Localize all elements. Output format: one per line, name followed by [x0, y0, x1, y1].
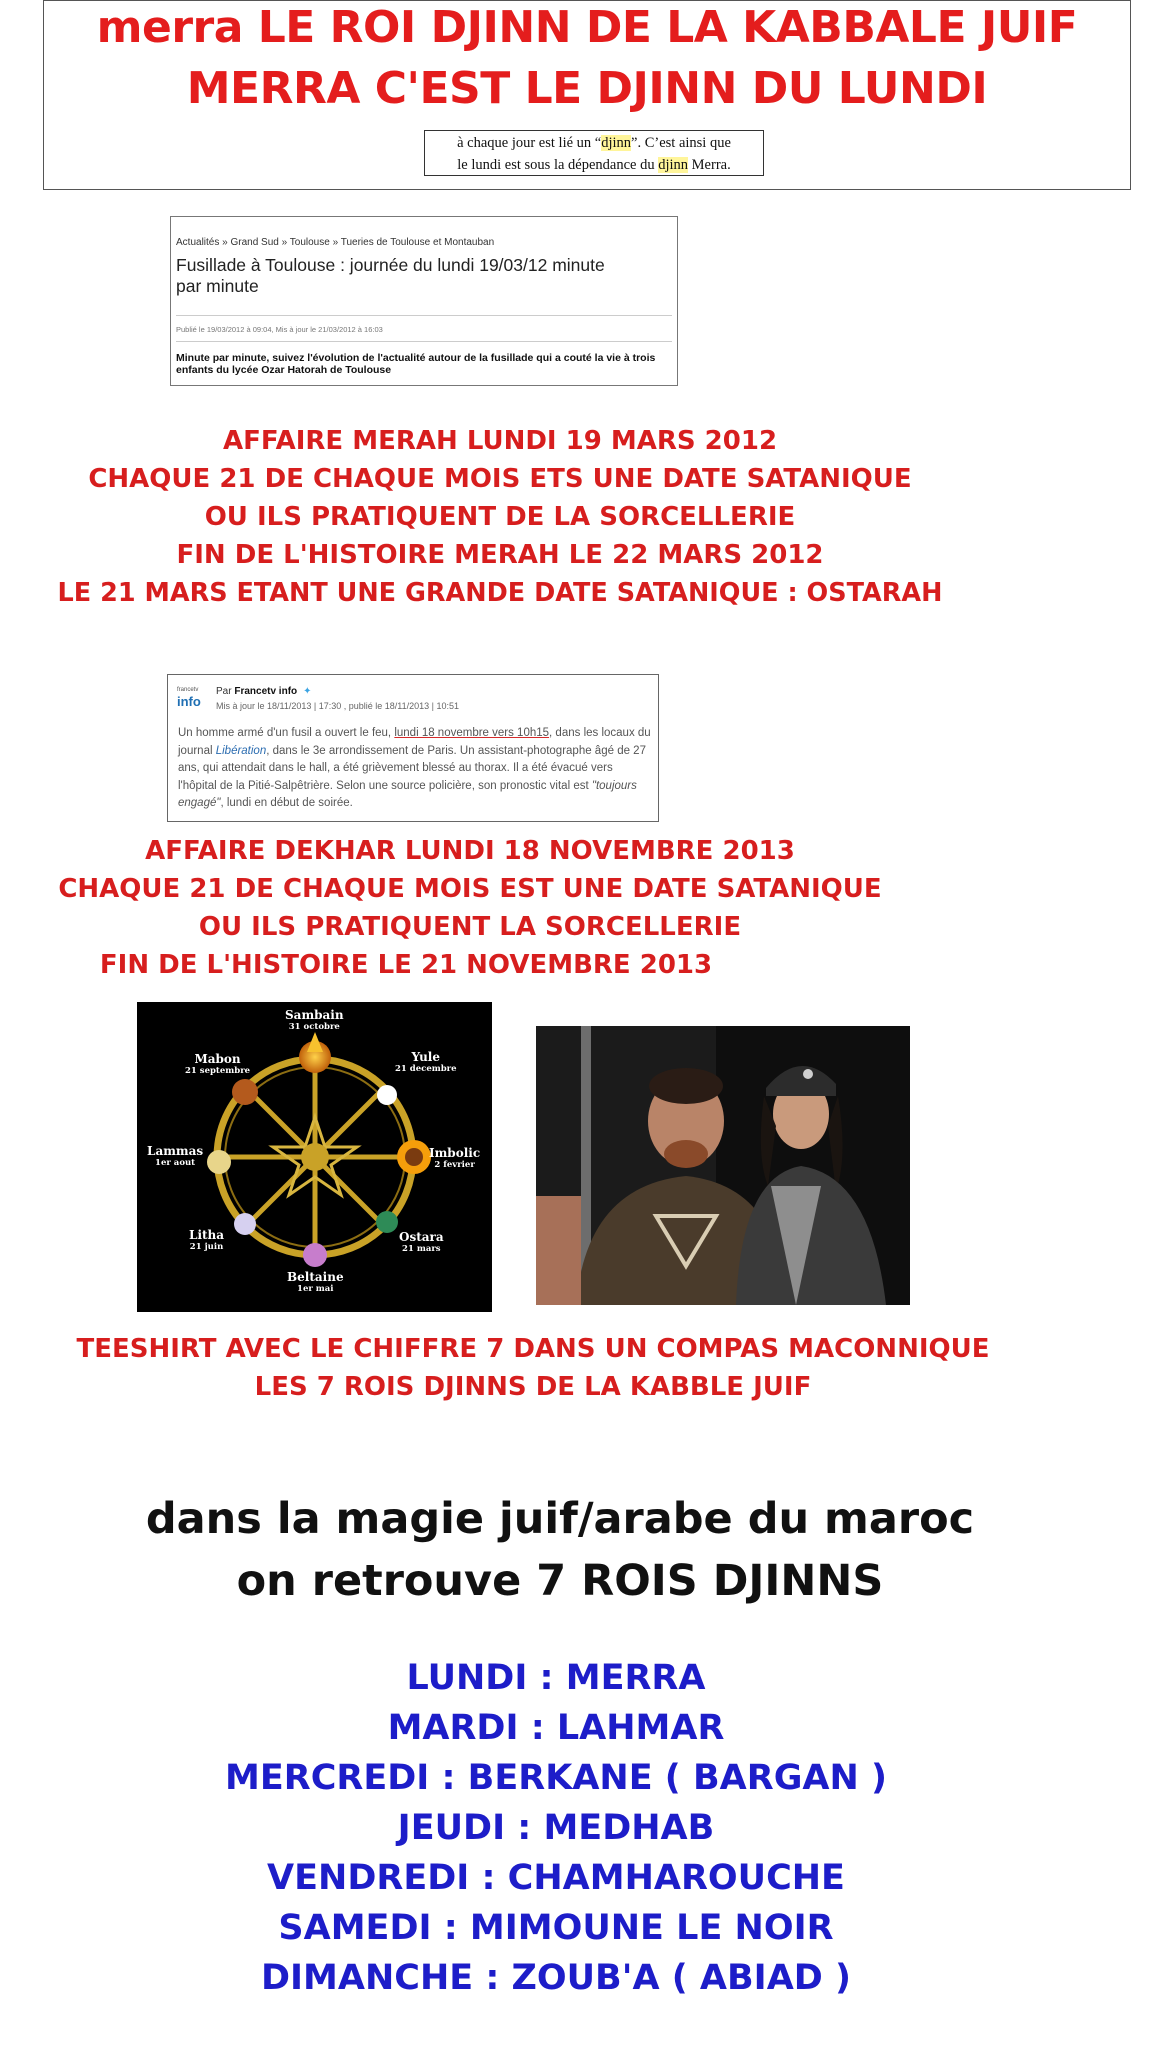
king-friday: VENDREDI : CHAMHAROUCHE: [267, 1858, 845, 1898]
merah-line-3: OU ILS PRATIQUENT DE LA SORCELLERIE: [204, 502, 796, 532]
article-lead: Minute par minute, suivez l'évolution de l'actualité autour de la fusillade qui a couté la vie à trois enfants du lycée Ozar Hatorah de Toulouse: [176, 352, 656, 376]
wheel-label-mabon: Mabon 21 septembre: [185, 1052, 251, 1076]
dekhar-line-4: FIN DE L'HISTOIRE LE 21 NOVEMBRE 2013: [99, 950, 713, 980]
journal-name: Libération: [215, 744, 267, 757]
wheel-label-ostara: Ostara 21 mars: [399, 1230, 444, 1254]
photo-graphic: [536, 1026, 910, 1305]
dekhar-line-1: AFFAIRE DEKHAR LUNDI 18 NOVEMBRE 2013: [145, 836, 795, 866]
francetv-info-logo: francetv info: [177, 687, 201, 709]
quote-excerpt: [424, 130, 764, 176]
wheel-label-beltaine: Beltaine 1er mai: [287, 1270, 344, 1294]
divider: [176, 315, 672, 316]
magic-line-2: on retrouve 7 ROIS DJINNS: [236, 1556, 884, 1606]
page-title-line-1: merra LE ROI DJINN DE LA KABBALE JUIF: [96, 2, 1078, 53]
divider: [176, 341, 672, 342]
king-tuesday: MARDI : LAHMAR: [387, 1708, 725, 1748]
photo-two-men: [536, 1026, 910, 1305]
magic-line-1: dans la magie juif/arabe du maroc: [145, 1494, 975, 1544]
underlined-date: lundi 18 novembre vers 10h15: [394, 727, 550, 739]
merah-line-5: LE 21 MARS ETANT UNE GRANDE DATE SATANIQUE : OSTARAH: [57, 578, 943, 608]
merah-line-4: FIN DE L'HISTOIRE MERAH LE 22 MARS 2012: [176, 540, 824, 570]
article-title: Fusillade à Toulouse : journée du lundi 19/03/12 minute par minute: [176, 255, 605, 296]
update-date: Mis à jour le 18/11/2013 | 17:30 , publié le 18/11/2013 | 10:51: [216, 701, 460, 711]
article-clipping-toulouse: [170, 216, 678, 386]
merah-line-2: CHAQUE 21 DE CHAQUE MOIS ETS UNE DATE SATANIQUE: [88, 464, 912, 494]
publish-date: Publié le 19/03/2012 à 09:04, Mis à jour le 21/03/2012 à 16:03: [176, 325, 383, 334]
king-sunday: DIMANCHE : ZOUB'A ( ABIAD ): [260, 1958, 852, 1998]
byline: Par Francetv info ✦: [216, 686, 312, 697]
king-thursday: JEUDI : MEDHAB: [397, 1808, 715, 1848]
highlight-djinn: djinn: [601, 135, 632, 151]
king-saturday: SAMEDI : MIMOUNE LE NOIR: [278, 1908, 834, 1948]
wheel-label-sambain: Sambain 31 octobre: [285, 1008, 344, 1032]
quote-line-1: à chaque jour est lié un “djinn”. C’est ainsi que: [457, 135, 731, 151]
article-clipping-liberation: [167, 674, 659, 822]
wheel-of-the-year-image: [137, 1002, 492, 1312]
quote-line-2: le lundi est sous la dépendance du djinn Merra.: [457, 157, 731, 173]
wheel-label-litha: Litha 21 juin: [189, 1228, 225, 1252]
highlight-djinn: djinn: [658, 157, 689, 173]
article-body: Un homme armé d'un fusil a ouvert le feu, lundi 18 novembre vers 10h15, dans les locaux du journal Libération, dans le 3e arrondissement de Paris. Un assistant-photographe âgé de 27 ans, qui attendait dans le hall, a été grièvement blessé au thorax. Il a été évacué vers l'hôpital de la Pitié-Salpêtrière. Selon une source policière, son pronostic vital est "toujours engagé", lundi en début de soirée.: [178, 727, 651, 809]
wheel-label-lammas: Lammas 1er aout: [147, 1144, 204, 1168]
king-monday: LUNDI : MERRA: [406, 1658, 706, 1698]
dekhar-line-3: OU ILS PRATIQUENT LA SORCELLERIE: [198, 912, 742, 942]
dekhar-line-2: CHAQUE 21 DE CHAQUE MOIS EST UNE DATE SATANIQUE: [58, 874, 882, 904]
teeshirt-line-1: TEESHIRT AVEC LE CHIFFRE 7 DANS UN COMPAS MACONNIQUE: [76, 1334, 990, 1364]
author-name: Francetv info: [234, 686, 298, 697]
wheel-label-yule: Yule 21 decembre: [395, 1050, 457, 1074]
page-title-line-2: MERRA C'EST LE DJINN DU LUNDI: [186, 63, 988, 114]
merah-line-1: AFFAIRE MERAH LUNDI 19 MARS 2012: [222, 426, 778, 456]
twitter-bird-icon: ✦: [303, 686, 312, 697]
breadcrumb: Actualités » Grand Sud » Toulouse » Tueries de Toulouse et Montauban: [176, 237, 495, 248]
wheel-label-imbolic: Imbolic 2 fevrier: [429, 1146, 481, 1170]
king-wednesday: MERCREDI : BERKANE ( BARGAN ): [225, 1758, 887, 1798]
teeshirt-line-2: LES 7 ROIS DJINNS DE LA KABBLE JUIF: [254, 1372, 812, 1402]
